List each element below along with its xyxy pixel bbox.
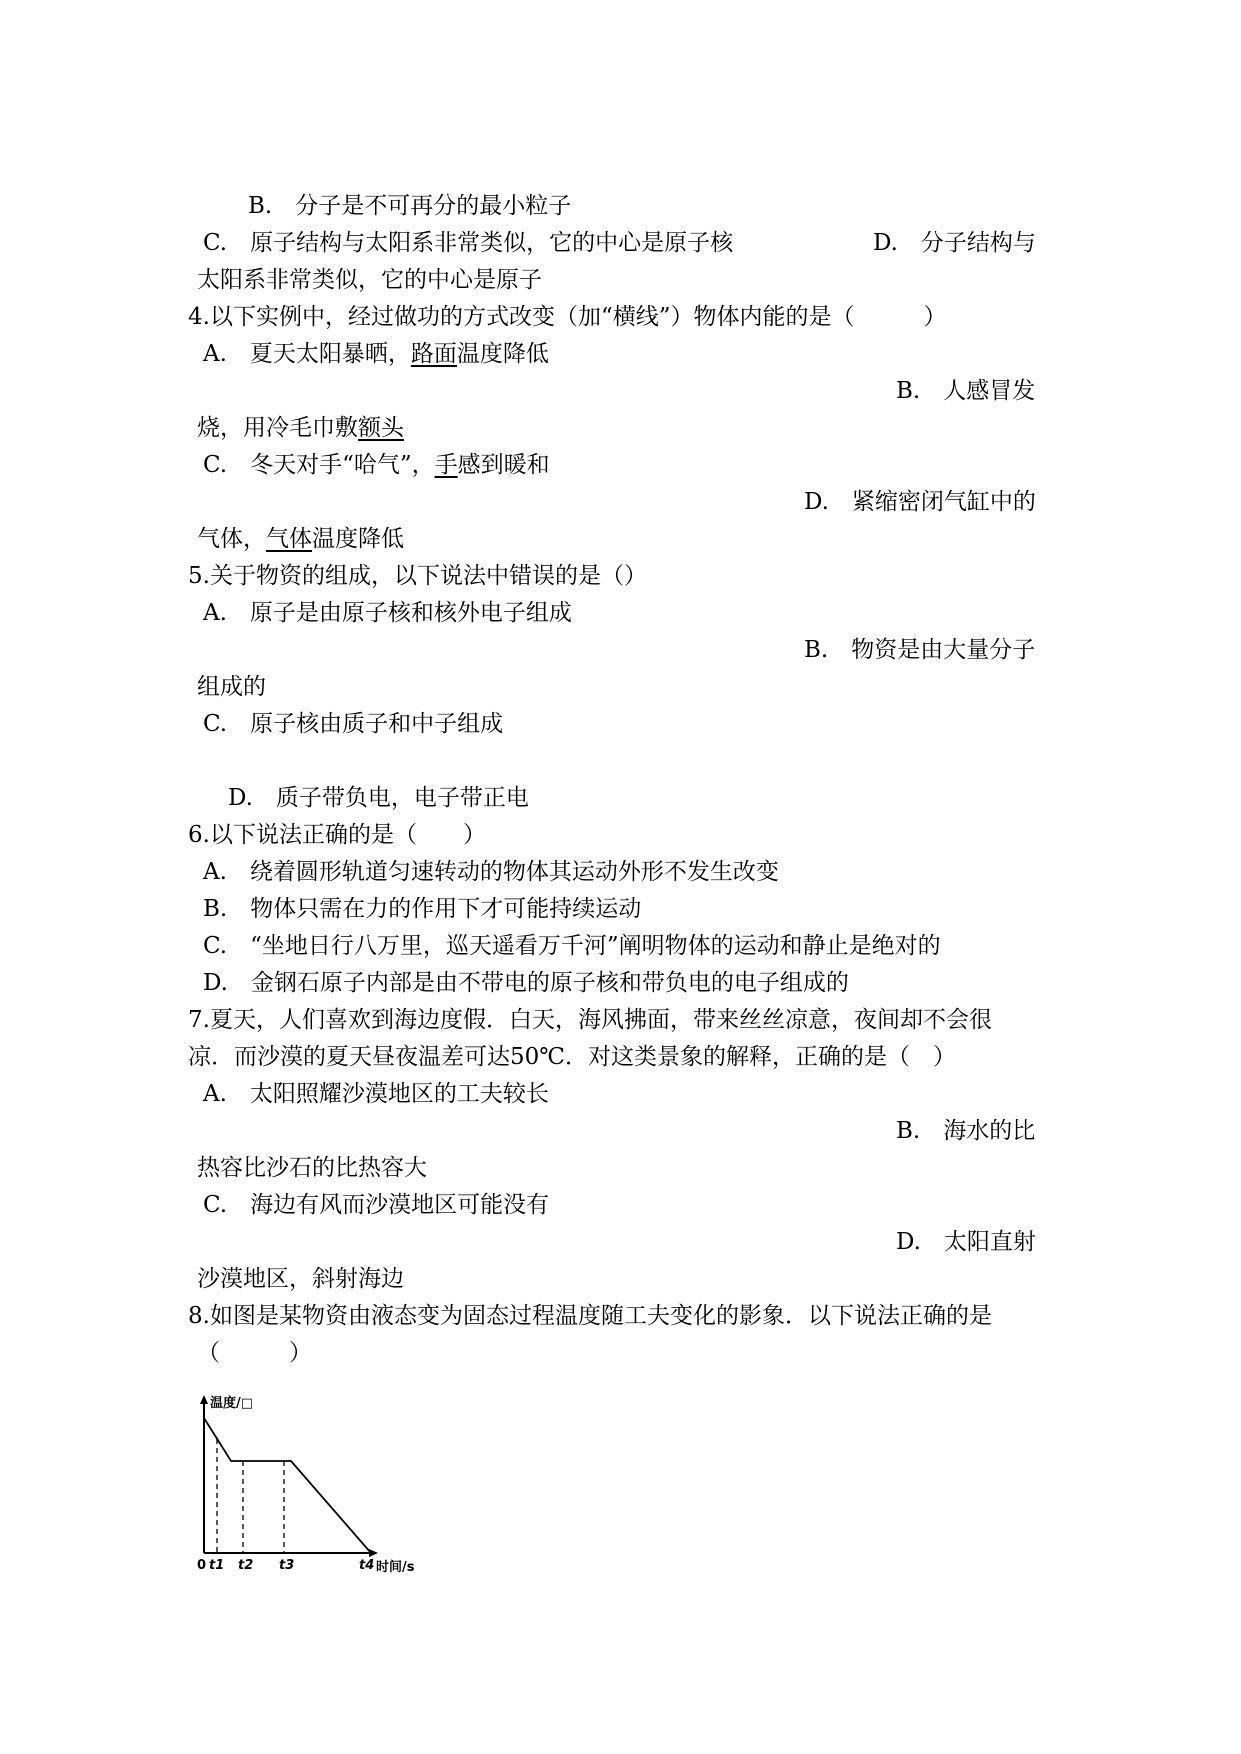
q4-c-text-end: 感到暖和 bbox=[457, 452, 550, 478]
y-axis-label: 温度/□ bbox=[210, 1396, 254, 1411]
q6-option-c: C. “坐地日行八万里，巡天遥看万千河”阐明物体的运动和静止是绝对的 bbox=[203, 933, 941, 959]
tick-label-t2: t2 bbox=[238, 1558, 254, 1573]
q5-option-c: C. 原子核由质子和中子组成 bbox=[203, 711, 504, 737]
q4-d-text: 气体， bbox=[197, 526, 266, 552]
q7-option-d-tail: 沙漠地区，斜射海边 bbox=[197, 1266, 404, 1292]
cooling-curve-figure bbox=[196, 1393, 444, 1575]
q4-option-d-tail bbox=[197, 528, 404, 551]
q3-option-d-tail: 太阳系非常类似，它的中心是原子 bbox=[197, 267, 542, 293]
q7-option-b-tail: 热容比沙石的比热容大 bbox=[197, 1155, 427, 1181]
q4-a-text-end: 温度降低 bbox=[456, 341, 549, 367]
q5-stem: 5.关于物资的组成，以下说法中错误的是（） bbox=[188, 563, 647, 589]
q7-option-b-head: B. 海水的比 bbox=[896, 1118, 1036, 1144]
tick-label-t1: t1 bbox=[209, 1558, 225, 1573]
q5-option-a: A. 原子是由原子核和核外电子组成 bbox=[203, 600, 572, 626]
q3-option-c: C. 原子结构与太阳系非常类似，它的中心是原子核 bbox=[203, 230, 734, 256]
q4-option-d-head: D. 紧缩密闭气缸中的 bbox=[804, 489, 1036, 515]
q4-d-underlined: 气体 bbox=[266, 526, 312, 552]
q7-option-d-head: D. 太阳直射 bbox=[896, 1229, 1036, 1255]
q7-stem-line2: 凉．而沙漠的夏天昼夜温差可达50℃．对这类景象的解释，正确的是（ ） bbox=[188, 1044, 956, 1070]
q4-b-text: 烧，用冷毛巾敷 bbox=[197, 415, 358, 441]
q4-option-b-head: B. 人感冒发 bbox=[896, 378, 1036, 404]
q4-option-a bbox=[203, 343, 549, 366]
q5-option-d: D. 质子带负电，电子带正电 bbox=[228, 785, 529, 811]
q4-b-underlined: 额头 bbox=[358, 415, 404, 441]
q4-a-underlined: 路面 bbox=[410, 341, 457, 367]
q7-stem-line1: 7.夏天，人们喜欢到海边度假．白天，海风拂面，带来丝丝凉意，夜间却不会很 bbox=[188, 1007, 992, 1033]
q4-a-text: A. 夏天太阳暴晒， bbox=[203, 341, 411, 367]
q5-option-b-tail: 组成的 bbox=[197, 674, 266, 700]
tick-label-t3: t3 bbox=[279, 1558, 295, 1573]
q6-option-b: B. 物体只需在力的作用下才可能持续运动 bbox=[203, 896, 642, 922]
q8-stem-line2: （ ） bbox=[197, 1340, 312, 1366]
q3-option-b: B. 分子是不可再分的最小粒子 bbox=[248, 193, 572, 219]
q7-option-c: C. 海边有风而沙漠地区可能没有 bbox=[203, 1192, 550, 1218]
tick-label-t4: t4 bbox=[359, 1558, 375, 1573]
q5-option-b-head: B. 物资是由大量分子 bbox=[804, 637, 1036, 663]
q4-stem: 4.以下实例中，经过做功的方式改变（加“横线”）物体内能的是（ ） bbox=[188, 304, 947, 330]
q6-stem: 6.以下说法正确的是（ ） bbox=[188, 822, 486, 848]
q8-stem-line1: 8.如图是某物资由液态变为固态过程温度随工夫变化的影象．以下说法正确的是 bbox=[188, 1303, 992, 1329]
y-axis-arrow-icon bbox=[200, 1395, 208, 1404]
q6-option-d: D. 金钢石原子内部是由不带电的原子核和带负电的电子组成的 bbox=[203, 970, 849, 996]
temperature-curve bbox=[204, 1418, 371, 1553]
q6-option-a: A. 绕着圆形轨道匀速转动的物体其运动外形不发生改变 bbox=[203, 859, 779, 885]
q4-option-c bbox=[203, 454, 550, 477]
q4-c-underlined: 手 bbox=[434, 452, 458, 478]
q3-option-d-head: D. 分子结构与 bbox=[873, 230, 1036, 256]
q4-option-b-tail bbox=[197, 417, 404, 440]
q4-d-text-end: 温度降低 bbox=[312, 526, 404, 552]
q4-c-text: C. 冬天对手“哈气”， bbox=[203, 452, 435, 478]
x-axis-label: 时间/s bbox=[376, 1560, 415, 1575]
origin-label: 0 bbox=[197, 1558, 207, 1573]
q7-option-a: A. 太阳照耀沙漠地区的工夫较长 bbox=[203, 1081, 549, 1107]
